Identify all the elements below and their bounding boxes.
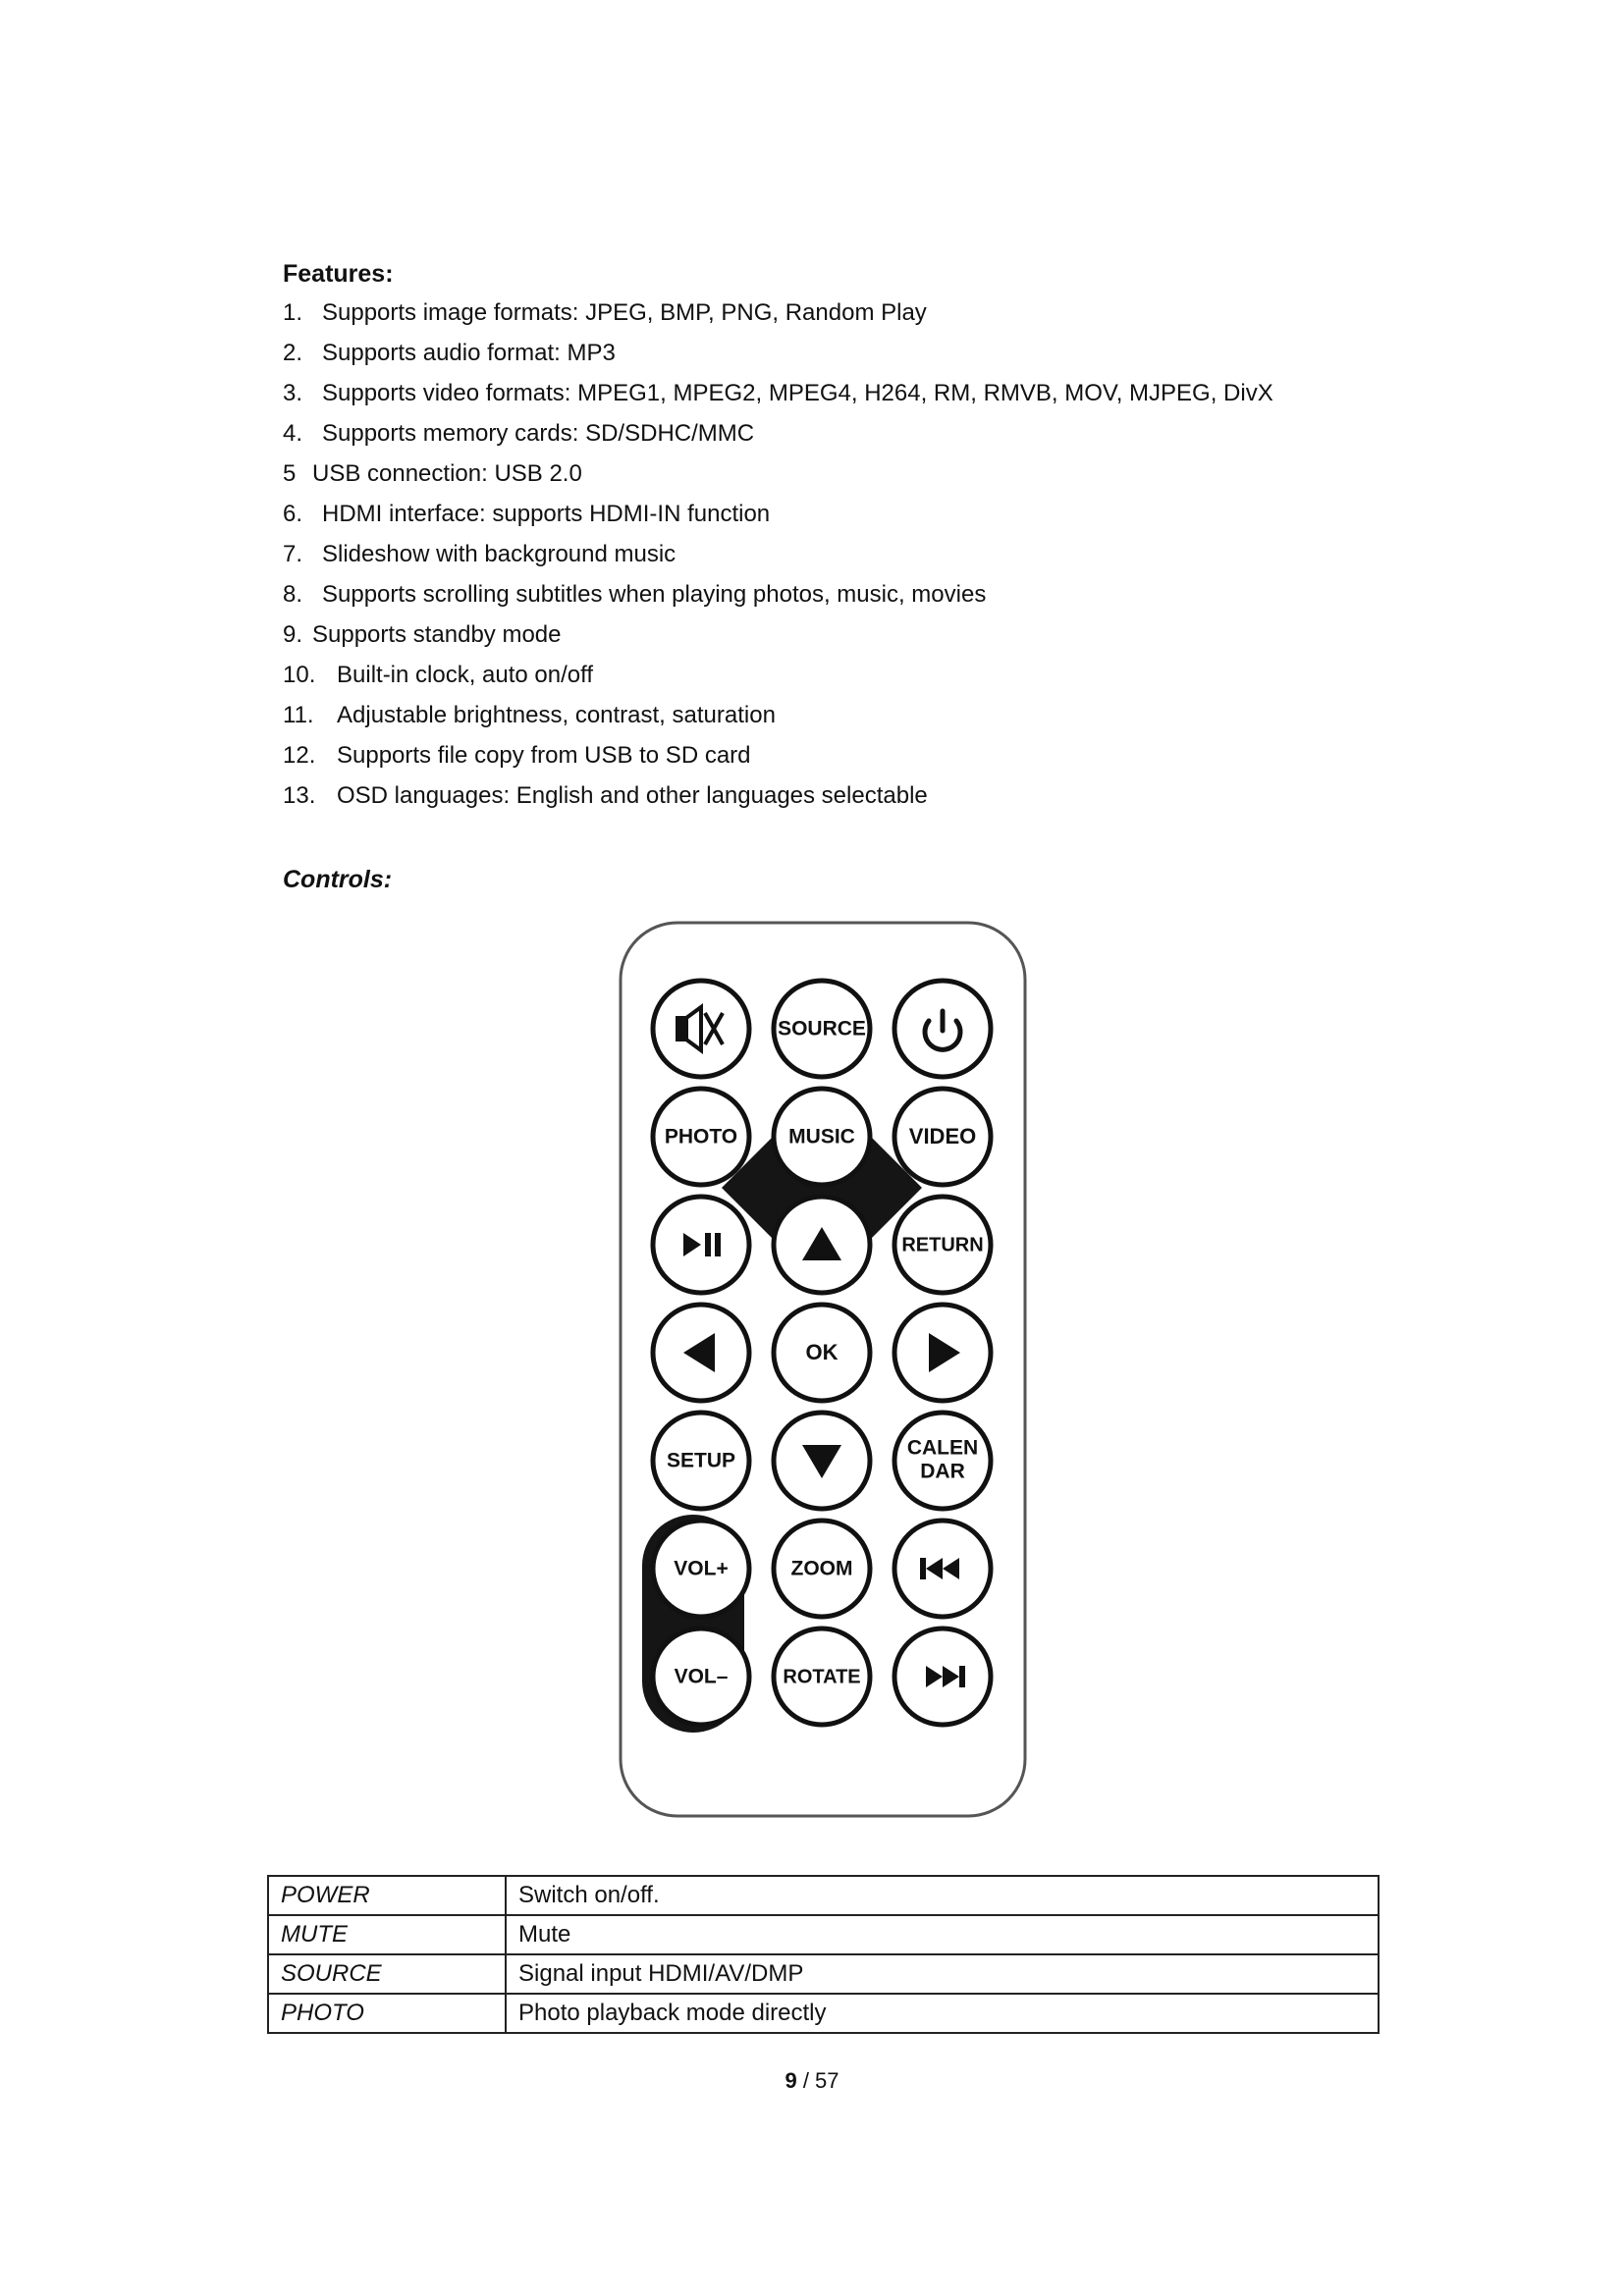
feature-number: 13.	[283, 782, 316, 809]
feature-number: 11.	[283, 702, 314, 728]
feature-number: 5	[283, 460, 297, 487]
remote-control-illustration	[619, 921, 1027, 1818]
features-heading: Features:	[283, 260, 394, 288]
feature-list	[283, 299, 1273, 823]
vol-down-label: VOL–	[674, 1665, 729, 1688]
feature-text: Adjustable brightness, contrast, saturation	[337, 702, 776, 728]
rotate-label: ROTATE	[783, 1666, 861, 1688]
feature-item	[283, 662, 1273, 702]
table-cell-key: PHOTO	[268, 1994, 506, 2033]
feature-item	[283, 299, 1273, 340]
feature-number: 9.	[283, 621, 303, 648]
feature-item	[283, 501, 1273, 541]
page-number	[0, 2068, 1624, 2094]
feature-number: 12.	[283, 742, 316, 769]
feature-number: 1.	[283, 299, 303, 326]
table-cell-description: Signal input HDMI/AV/DMP	[506, 1954, 1379, 1994]
feature-text: Supports audio format: MP3	[322, 340, 616, 366]
feature-number: 2.	[283, 340, 303, 366]
feature-text: USB connection: USB 2.0	[312, 460, 582, 487]
calendar-label-line2: DAR	[920, 1460, 965, 1483]
feature-item	[283, 380, 1273, 420]
feature-item	[283, 420, 1273, 460]
table-row	[268, 1915, 1379, 1954]
zoom-label: ZOOM	[790, 1557, 853, 1580]
setup-label: SETUP	[666, 1449, 736, 1472]
vol-up-label: VOL+	[674, 1557, 729, 1580]
feature-item	[283, 621, 1273, 662]
feature-text: Supports video formats: MPEG1, MPEG2, MPEG4, H264, RM, RMVB, MOV, MJPEG, DivX	[322, 380, 1273, 406]
feature-text: Supports file copy from USB to SD card	[337, 742, 751, 769]
controls-heading: Controls:	[283, 866, 393, 893]
feature-item	[283, 742, 1273, 782]
feature-text: Supports scrolling subtitles when playing photos, music, movies	[322, 581, 987, 608]
table-row	[268, 1876, 1379, 1915]
ok-label: OK	[805, 1339, 839, 1364]
feature-text: Supports memory cards: SD/SDHC/MMC	[322, 420, 755, 447]
return-label: RETURN	[901, 1234, 984, 1256]
table-cell-key: POWER	[268, 1876, 506, 1915]
controls-table	[267, 1875, 1380, 2034]
photo-label: PHOTO	[664, 1125, 738, 1148]
page-current: 9	[785, 2068, 797, 2093]
table-row	[268, 1994, 1379, 2033]
feature-text: Built-in clock, auto on/off	[337, 662, 594, 688]
video-label: VIDEO	[908, 1123, 977, 1148]
table-cell-key: MUTE	[268, 1915, 506, 1954]
source-label: SOURCE	[778, 1017, 866, 1041]
feature-text: Supports standby mode	[312, 621, 562, 648]
table-row	[268, 1954, 1379, 1994]
page-separator: /	[796, 2068, 816, 2093]
feature-item	[283, 581, 1273, 621]
feature-item	[283, 541, 1273, 581]
feature-item	[283, 702, 1273, 742]
feature-number: 3.	[283, 380, 303, 406]
feature-number: 10.	[283, 662, 316, 688]
feature-number: 4.	[283, 420, 303, 447]
table-cell-description: Switch on/off.	[506, 1876, 1379, 1915]
calendar-label-line1: CALEN	[906, 1436, 979, 1460]
music-label: MUSIC	[788, 1125, 855, 1148]
page-total: 57	[815, 2068, 839, 2093]
feature-text: Supports image formats: JPEG, BMP, PNG, Random Play	[322, 299, 927, 326]
feature-item	[283, 340, 1273, 380]
feature-number: 6.	[283, 501, 303, 527]
table-cell-description: Photo playback mode directly	[506, 1994, 1379, 2033]
feature-item	[283, 782, 1273, 823]
table-cell-key: SOURCE	[268, 1954, 506, 1994]
feature-text: Slideshow with background music	[322, 541, 677, 567]
feature-number: 7.	[283, 541, 303, 567]
feature-item	[283, 460, 1273, 501]
feature-number: 8.	[283, 581, 303, 608]
feature-text: OSD languages: English and other languages selectable	[337, 782, 928, 809]
feature-text: HDMI interface: supports HDMI-IN function	[322, 501, 771, 527]
table-cell-description: Mute	[506, 1915, 1379, 1954]
